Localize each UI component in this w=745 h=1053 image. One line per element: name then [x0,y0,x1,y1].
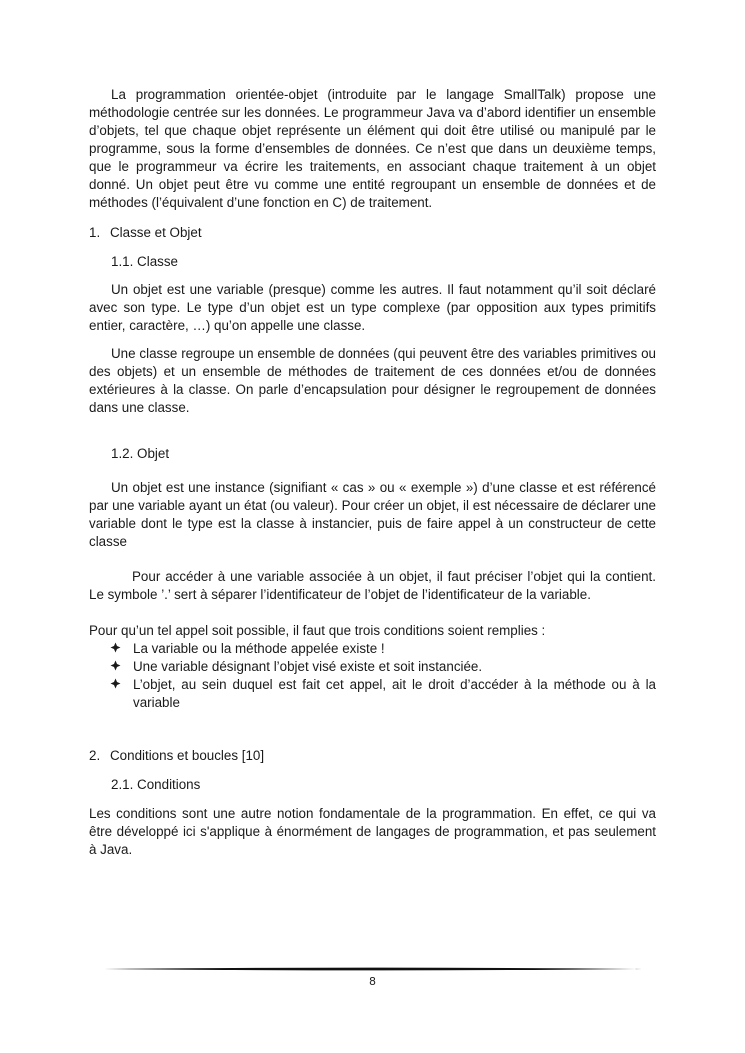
intro-paragraph: La programmation orientée-objet (introduite par le langage SmallTalk) propose une méthodologie centrée sur les données. Le programmeur Java va d’abord identifier un ensemble d’objets, tel que chaque objet représente un élément qui doit être utilisé ou manipulé par le programme, sous la forme d’ensembles de données. Ce n’est que dans un deuxième temps, que le programmeur va écrire les traitements, en associant chaque traitement à un objet donné. Un objet peut être vu comme une entité regroupant un ensemble de données et de méthodes (l’équivalent d’une fonction en C) de traitement. [89,87,656,210]
section-2-heading [89,747,656,765]
section-2-1-heading: 2.1. Conditions [111,777,201,792]
classe-paragraph-2: Une classe regroupe un ensemble de données (qui peuvent être des variables primitives ou des objets) et un ensemble de méthodes de traitement de ces données et/ou de données extérieures à la classe. On parle d’encapsulation pour désigner le regroupement de données dans une classe. [89,346,656,415]
list-item [110,658,656,676]
section-2-title: Conditions et boucles [10] [110,748,265,763]
objet-paragraph-2: Pour accéder à une variable associée à un objet, il faut préciser l’objet qui la contient. Le symbole ’.’ sert à séparer l’identificateur de l’objet de l’identificateur de la variable. [89,569,656,602]
list-item-text: La variable ou la méthode appelée existe ! [133,641,385,656]
section-1-1-heading: 1.1. Classe [111,254,178,269]
section-1-2-heading: 1.2. Objet [111,446,170,461]
section-1-number: 1. [89,225,101,240]
objet-paragraph-1: Un objet est une instance (signifiant « cas » ou « exemple ») d’une classe et est référencé par une variable ayant un état (ou valeur). Pour créer un objet, il est nécessaire de déclarer une variable dont le type est la classe à instancier, puis de faire appel à un constructeur de cette classe [89,480,656,549]
diamond-bullet-icon [110,640,133,658]
list-item [110,640,656,658]
list-item-text: L’objet, au sein duquel est fait cet appel, ait le droit d’accéder à la méthode ou à la variable [133,677,656,710]
list-item-text: Une variable désignant l’objet visé existe et soit instanciée. [133,659,483,674]
conditions-list [89,640,656,712]
objet-paragraph-3: Pour qu’un tel appel soit possible, il faut que trois conditions soient remplies : [89,623,546,638]
classe-paragraph-1: Un objet est une variable (presque) comme les autres. Il faut notamment qu’il soit déclaré avec son type. Le type d’un objet est un type complexe (par opposition aux types primitifs entier, caractère, …) qu’on appelle une classe. [89,282,656,333]
section-2-number: 2. [89,748,101,763]
conditions-paragraph: Les conditions sont une autre notion fondamentale de la programmation. En effet, ce qui va être développé ici s'applique à énormément de langages de programmation, et pas seulement à Java. [89,806,656,857]
list-item [110,676,656,712]
page-number: 8 [369,975,376,988]
section-1-heading [89,224,656,242]
document-page [89,86,656,859]
section-1-title: Classe et Objet [110,225,202,240]
diamond-bullet-icon [110,658,133,676]
diamond-bullet-icon [110,676,133,712]
footer-divider [104,963,642,975]
